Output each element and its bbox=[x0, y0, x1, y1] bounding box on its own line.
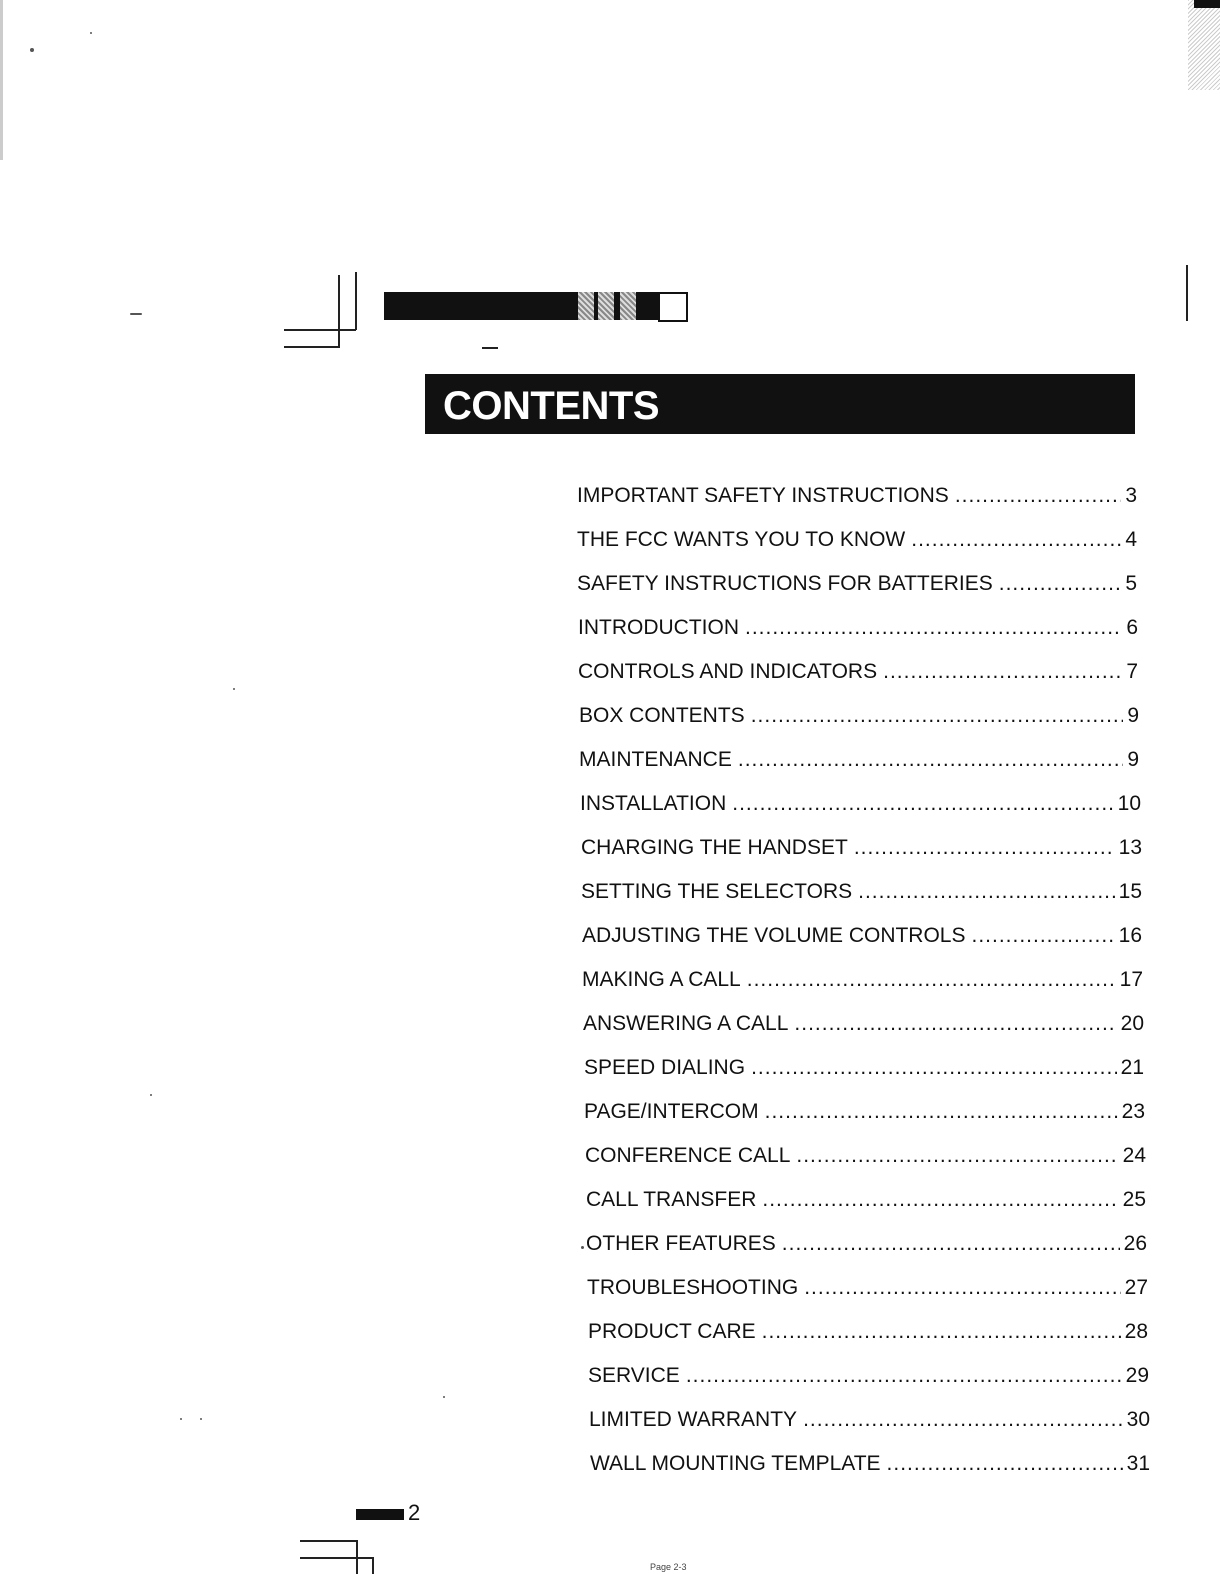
toc-row[interactable] bbox=[589, 1405, 1150, 1435]
toc-entry-title: CONFERENCE CALL bbox=[585, 1144, 791, 1167]
toc-dot-leader bbox=[794, 1009, 1116, 1039]
toc-entry-title: ANSWERING A CALL bbox=[583, 1012, 789, 1035]
toc-entry-page: 27 bbox=[1124, 1276, 1148, 1299]
toc-row[interactable] bbox=[588, 1361, 1149, 1391]
toc-entry-title: ADJUSTING THE VOLUME CONTROLS bbox=[582, 924, 966, 947]
toc-dot-leader bbox=[972, 921, 1115, 951]
toc-entry-title: SAFETY INSTRUCTIONS FOR BATTERIES bbox=[577, 572, 993, 595]
toc-dot-leader bbox=[738, 745, 1123, 775]
toc-entry-page: 21 bbox=[1120, 1056, 1144, 1079]
toc-entry-title: LIMITED WARRANTY bbox=[589, 1408, 798, 1431]
crop-mark bbox=[482, 347, 498, 349]
toc-entry-title: THE FCC WANTS YOU TO KNOW bbox=[577, 528, 906, 551]
toc-dot-leader bbox=[911, 525, 1121, 555]
toc-dot-leader bbox=[955, 481, 1121, 511]
toc-entry-title: PRODUCT CARE bbox=[588, 1320, 756, 1343]
toc-row[interactable] bbox=[588, 1317, 1148, 1347]
toc-entry-page: 13 bbox=[1118, 836, 1142, 859]
toc-dot-leader bbox=[803, 1405, 1123, 1435]
toc-entry-page: 25 bbox=[1122, 1188, 1146, 1211]
toc-entry-title: CHARGING THE HANDSET bbox=[581, 836, 848, 859]
toc-dot-leader bbox=[804, 1273, 1120, 1303]
toc-row[interactable] bbox=[579, 701, 1139, 731]
scan-speck bbox=[581, 1246, 584, 1249]
crop-mark bbox=[300, 1557, 372, 1559]
toc-entry-page: 6 bbox=[1126, 616, 1138, 639]
toc-dot-leader bbox=[999, 569, 1122, 599]
scan-speck bbox=[150, 1094, 152, 1096]
crop-mark bbox=[356, 1540, 358, 1574]
crop-mark bbox=[355, 272, 357, 330]
toc-row[interactable] bbox=[585, 1141, 1146, 1171]
scan-speck bbox=[443, 1396, 445, 1398]
toc-entry-title: CALL TRANSFER bbox=[586, 1188, 757, 1211]
toc-row[interactable] bbox=[580, 789, 1141, 819]
toc-dot-leader bbox=[751, 701, 1124, 731]
toc-dot-leader bbox=[883, 657, 1122, 687]
toc-entry-title: SERVICE bbox=[588, 1364, 680, 1387]
toc-entry-title: WALL MOUNTING TEMPLATE bbox=[590, 1452, 881, 1475]
scan-speck bbox=[233, 688, 235, 690]
toc-row[interactable] bbox=[579, 745, 1139, 775]
toc-dot-leader bbox=[751, 1053, 1117, 1083]
header-bar bbox=[384, 292, 658, 320]
toc-row[interactable] bbox=[586, 1229, 1147, 1259]
page-number-bar bbox=[356, 1509, 404, 1520]
toc-row[interactable] bbox=[584, 1097, 1145, 1127]
toc-dot-leader bbox=[854, 833, 1115, 863]
toc-entry-page: 17 bbox=[1119, 968, 1143, 991]
toc-row[interactable] bbox=[581, 877, 1142, 907]
toc-entry-page: 26 bbox=[1123, 1232, 1147, 1255]
toc-dot-leader bbox=[765, 1097, 1118, 1127]
footer-mark: Page 2-3 bbox=[650, 1562, 687, 1572]
toc-row[interactable] bbox=[577, 569, 1137, 599]
toc-row[interactable] bbox=[584, 1053, 1144, 1083]
toc-entry-page: 3 bbox=[1125, 484, 1137, 507]
toc-entry-title: SETTING THE SELECTORS bbox=[581, 880, 853, 903]
toc-row[interactable] bbox=[583, 1009, 1144, 1039]
toc-row[interactable] bbox=[577, 525, 1137, 555]
toc-entry-page: 29 bbox=[1125, 1364, 1149, 1387]
toc-entry-page: 9 bbox=[1127, 704, 1139, 727]
toc-row[interactable] bbox=[581, 833, 1142, 863]
toc-entry-title: PAGE/INTERCOM bbox=[584, 1100, 759, 1123]
toc-entry-page: 7 bbox=[1126, 660, 1138, 683]
toc-entry-page: 16 bbox=[1118, 924, 1142, 947]
crop-mark bbox=[338, 275, 340, 347]
toc-dot-leader bbox=[732, 789, 1113, 819]
scan-corner-mark bbox=[1194, 0, 1220, 8]
toc-entry-page: 4 bbox=[1125, 528, 1137, 551]
toc-dot-leader bbox=[745, 613, 1122, 643]
scan-speck bbox=[90, 32, 92, 34]
page-number: 2 bbox=[408, 1500, 421, 1525]
scan-speck bbox=[30, 48, 34, 52]
toc-entry-title: INSTALLATION bbox=[580, 792, 727, 815]
toc-dot-leader bbox=[858, 877, 1115, 907]
toc-dot-leader bbox=[762, 1185, 1118, 1215]
scan-speck bbox=[180, 1418, 182, 1420]
toc-row[interactable] bbox=[586, 1185, 1146, 1215]
toc-entry-page: 23 bbox=[1121, 1100, 1145, 1123]
toc-entry-title: TROUBLESHOOTING bbox=[587, 1276, 799, 1299]
title-band bbox=[425, 374, 1135, 434]
scan-speck bbox=[200, 1418, 202, 1420]
toc-dot-leader bbox=[796, 1141, 1118, 1171]
toc-dot-leader bbox=[782, 1229, 1120, 1259]
toc-dot-leader bbox=[762, 1317, 1121, 1347]
page-title: CONTENTS bbox=[443, 384, 659, 428]
toc-row[interactable] bbox=[578, 657, 1138, 687]
toc-entry-page: 30 bbox=[1126, 1408, 1150, 1431]
header-box bbox=[658, 292, 688, 322]
toc-row[interactable] bbox=[577, 481, 1137, 511]
crop-mark bbox=[300, 1540, 356, 1542]
toc-entry-title: MAKING A CALL bbox=[582, 968, 741, 991]
toc-entry-page: 5 bbox=[1125, 572, 1137, 595]
scan-edge bbox=[0, 0, 3, 160]
crop-mark-right bbox=[1186, 265, 1188, 321]
toc-entry-page: 28 bbox=[1124, 1320, 1148, 1343]
toc-entry-title: INTRODUCTION bbox=[578, 616, 739, 639]
toc-entry-title: MAINTENANCE bbox=[579, 748, 732, 771]
toc-entry-title: OTHER FEATURES bbox=[586, 1232, 776, 1255]
scan-speck bbox=[130, 313, 142, 315]
toc-dot-leader bbox=[686, 1361, 1122, 1391]
toc-entry-page: 31 bbox=[1126, 1452, 1150, 1475]
toc-dot-leader bbox=[887, 1449, 1123, 1479]
toc-entry-title: CONTROLS AND INDICATORS bbox=[578, 660, 878, 683]
toc-entry-page: 9 bbox=[1127, 748, 1139, 771]
toc-entry-title: SPEED DIALING bbox=[584, 1056, 746, 1079]
toc-entry-page: 15 bbox=[1118, 880, 1142, 903]
toc-entry-page: 20 bbox=[1120, 1012, 1144, 1035]
scan-corner-texture bbox=[1188, 0, 1220, 90]
crop-mark bbox=[284, 346, 340, 348]
toc-entry-page: 24 bbox=[1122, 1144, 1146, 1167]
toc-entry-title: BOX CONTENTS bbox=[579, 704, 745, 727]
toc-row[interactable] bbox=[578, 613, 1138, 643]
toc-row[interactable] bbox=[582, 921, 1142, 951]
toc-row[interactable] bbox=[590, 1449, 1150, 1479]
toc-dot-leader bbox=[747, 965, 1116, 995]
toc-entry-page: 10 bbox=[1117, 792, 1141, 815]
crop-mark bbox=[372, 1557, 374, 1574]
toc-row[interactable] bbox=[587, 1273, 1148, 1303]
toc-row[interactable] bbox=[582, 965, 1143, 995]
crop-mark bbox=[284, 329, 356, 331]
toc-entry-title: IMPORTANT SAFETY INSTRUCTIONS bbox=[577, 484, 949, 507]
